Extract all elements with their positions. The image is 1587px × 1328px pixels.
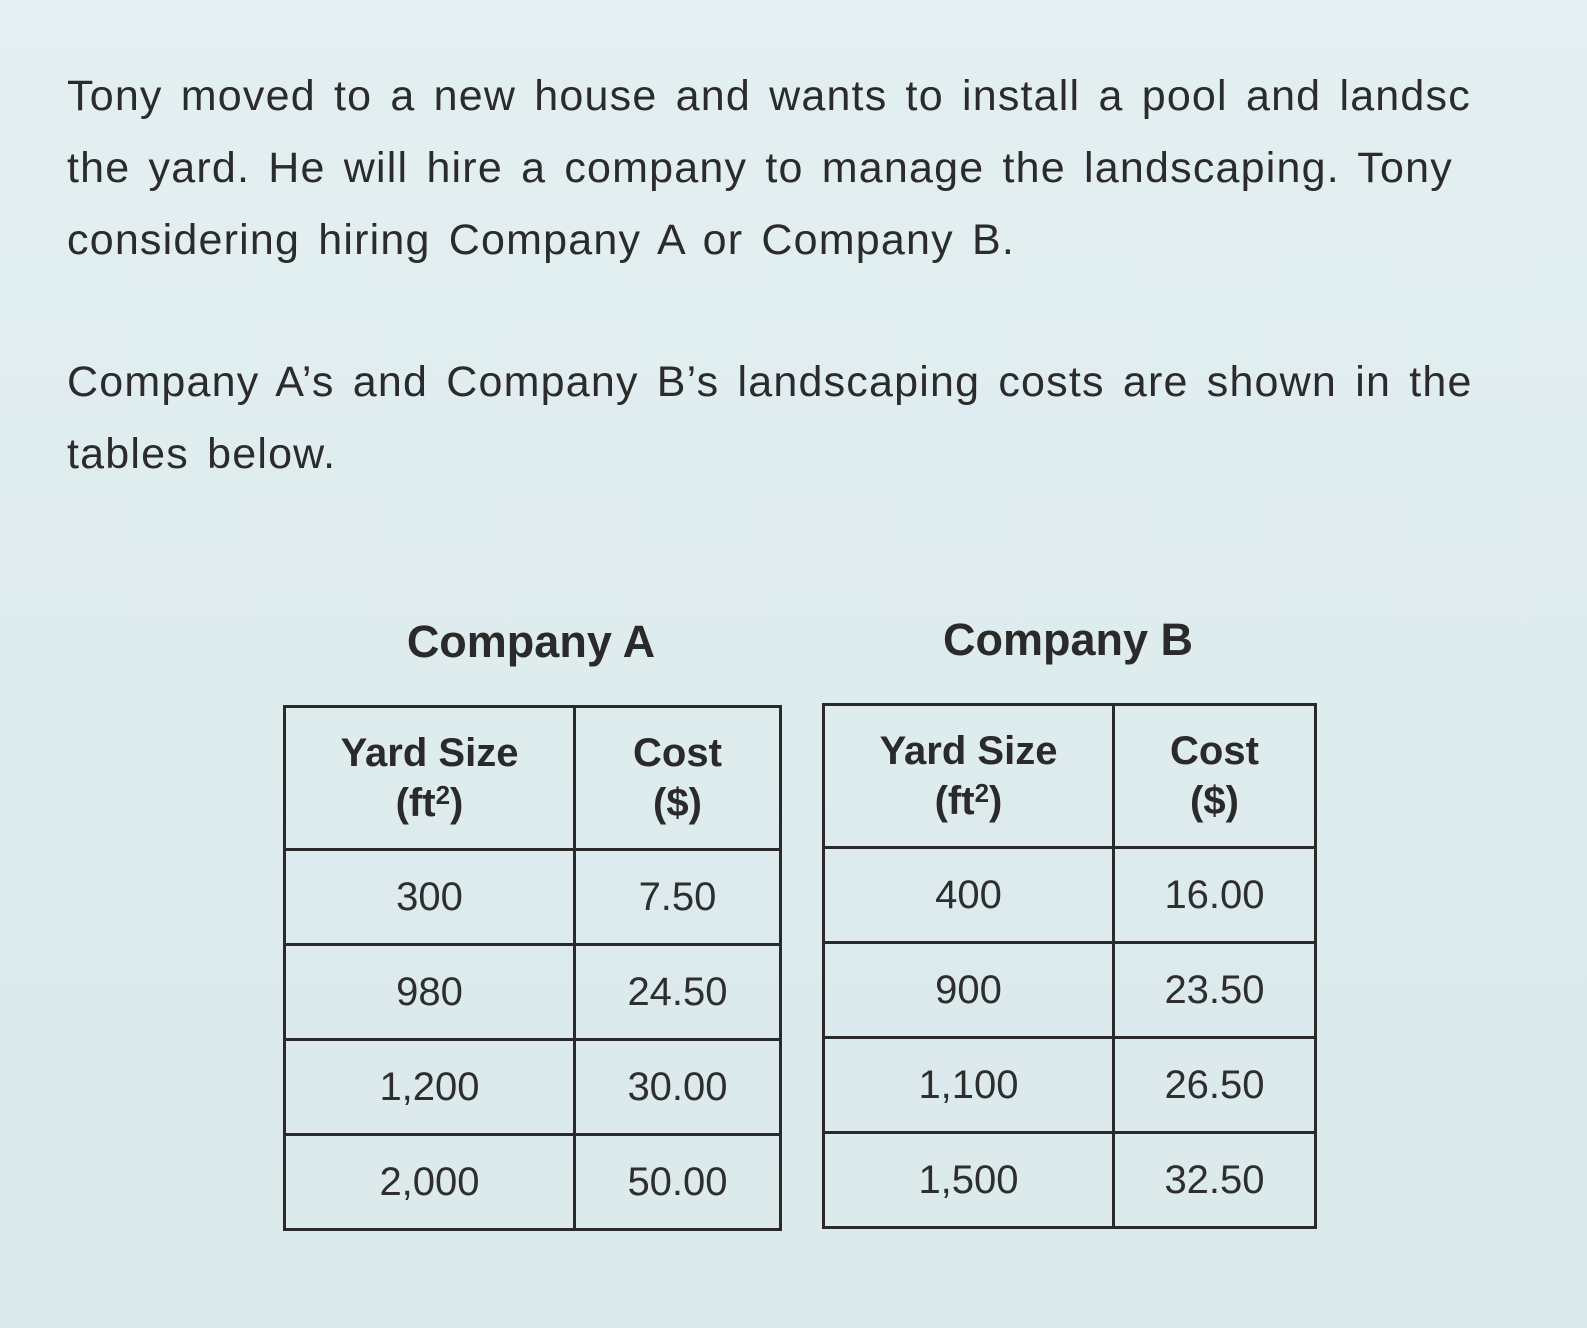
yard-size-header: [824, 705, 1114, 848]
cost-cell: 24.50: [575, 945, 781, 1040]
yard-size-cell: 980: [285, 945, 575, 1040]
table-row: [824, 1038, 1316, 1133]
cost-cell: 30.00: [575, 1040, 781, 1135]
yard-size-cell: 900: [824, 943, 1114, 1038]
yard-size-unit: [286, 778, 573, 828]
table-row: [285, 1040, 781, 1135]
cost-label: Cost: [633, 731, 722, 775]
cost-cell: 23.50: [1114, 943, 1316, 1038]
table-row: [824, 1133, 1316, 1228]
statement-paragraph: [67, 346, 1473, 490]
yard-size-cell: 2,000: [285, 1135, 575, 1230]
cost-cell: 7.50: [575, 850, 781, 945]
yard-size-cell: 400: [824, 848, 1114, 943]
cost-cell: 26.50: [1114, 1038, 1316, 1133]
cost-unit: ($): [1190, 779, 1239, 823]
company-b-table: [822, 703, 1317, 1229]
unit-prefix: (ft: [934, 779, 975, 823]
table-row: [285, 850, 781, 945]
yard-size-header: [285, 707, 575, 850]
statement-line-1: Company A’s and Company B’s landscaping costs are shown in the: [67, 358, 1473, 406]
intro-line-3: considering hiring Company A or Company B.: [67, 216, 1016, 264]
table-header-row: [285, 707, 781, 850]
company-a-title: Company A: [406, 616, 656, 667]
unit-suffix: ): [989, 779, 1003, 823]
yard-size-cell: 1,500: [824, 1133, 1114, 1228]
cost-cell: 50.00: [575, 1135, 781, 1230]
table-row: [824, 848, 1316, 943]
unit-exponent: 2: [435, 780, 451, 810]
intro-line-2: the yard. He will hire a company to manage the landscaping. Tony: [67, 144, 1453, 192]
cost-cell: 32.50: [1114, 1133, 1316, 1228]
table-header-row: [824, 705, 1316, 848]
intro-paragraph: [67, 60, 1471, 276]
yard-size-cell: 1,100: [824, 1038, 1114, 1133]
company-a-table: [283, 705, 782, 1231]
statement-line-2: tables below.: [67, 430, 337, 478]
unit-suffix: ): [450, 781, 464, 825]
yard-size-unit: [825, 776, 1112, 826]
yard-size-label: Yard Size: [340, 731, 519, 775]
yard-size-cell: 1,200: [285, 1040, 575, 1135]
cost-label: Cost: [1170, 729, 1259, 773]
yard-size-cell: 300: [285, 850, 575, 945]
cost-cell: 16.00: [1114, 848, 1316, 943]
cost-unit: ($): [653, 781, 702, 825]
cost-header: [575, 707, 781, 850]
cost-header: [1114, 705, 1316, 848]
table-row: [285, 1135, 781, 1230]
intro-line-1: Tony moved to a new house and wants to install a pool and landsc: [67, 72, 1471, 120]
company-b-title: Company B: [942, 614, 1194, 665]
unit-exponent: 2: [974, 778, 990, 808]
table-row: [285, 945, 781, 1040]
unit-prefix: (ft: [395, 781, 436, 825]
table-row: [824, 943, 1316, 1038]
yard-size-label: Yard Size: [879, 729, 1058, 773]
